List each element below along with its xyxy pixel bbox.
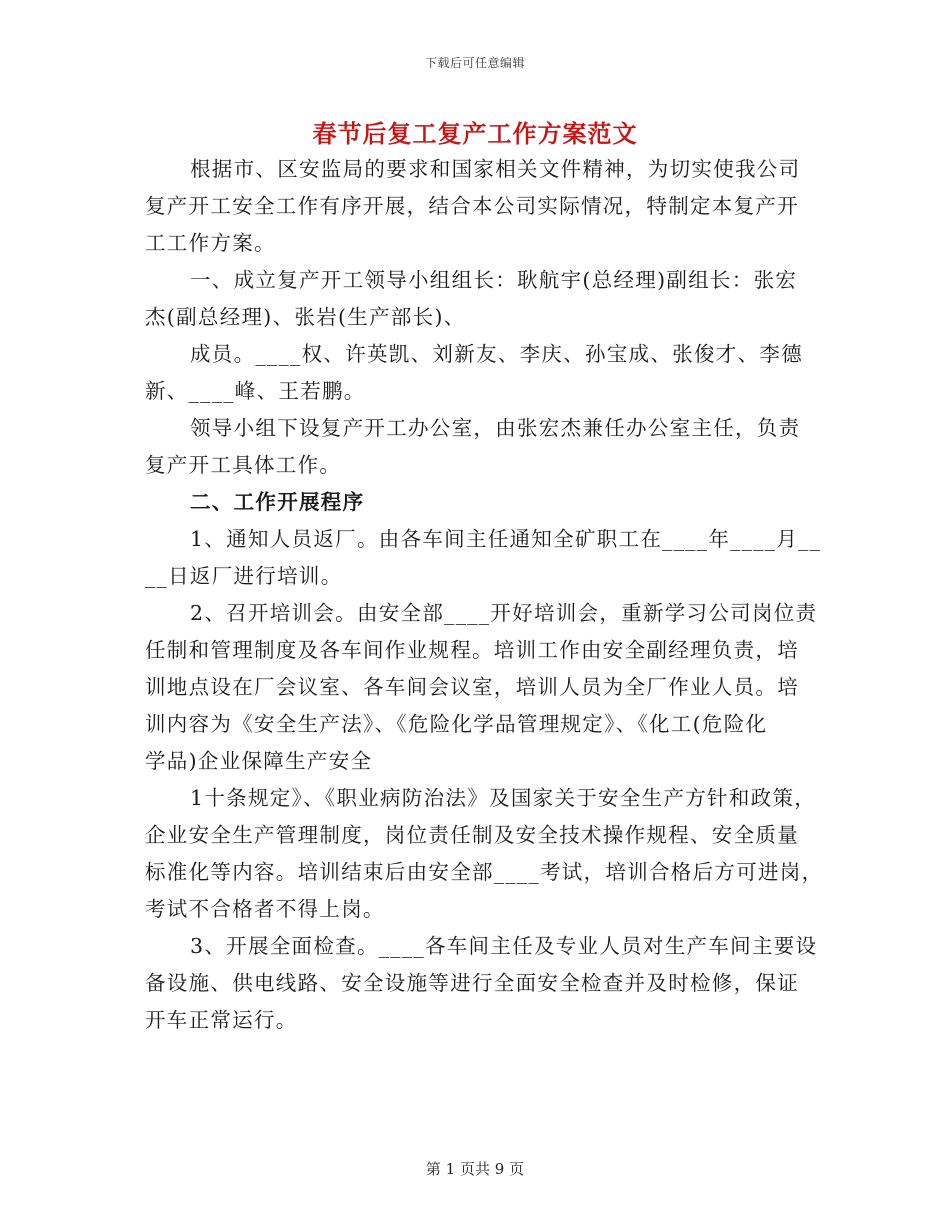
paragraph-line: 1、通知人员返厂。由各车间主任通知全矿职工在____年____月__ [190,527,822,551]
section-heading: 二、工作开展程序 [190,490,365,514]
paragraph-line: 学品)企业保障生产安全 [145,749,373,773]
paragraph-line: 备设施、供电线路、安全设施等进行全面安全检查并及时检修，保证 [145,971,799,995]
paragraph-line: 工工作方案。 [145,231,276,255]
header-note: 下载后可任意编辑 [424,56,525,70]
paragraph-line: 考试不合格者不得上岗。 [145,897,385,921]
paragraph-line: 任制和管理制度及各车间作业规程。培训工作由安全副经理负责，培 [145,638,799,662]
page-footer: 第 1 页共 9 页 [425,1160,525,1178]
paragraph-line: 训内容为《安全生产法》、《危险化学品管理规定》、《化工(危险化 [145,712,768,736]
paragraph-line: 1十条规定》、《职业病防治法》及国家关于安全生产方针和政策， [190,786,817,810]
paragraph-line: 训地点设在厂会议室、各车间会议室，培训人员为全厂作业人员。培 [145,675,799,699]
paragraph-line: 领导小组下设复产开工办公室，由张宏杰兼任办公室主任，负责 [190,416,801,440]
paragraph-line: 复产开工安全工作有序开展，结合本公司实际情况，特制定本复产开 [145,194,799,218]
paragraph-line: 开车正常运行。 [145,1008,298,1032]
paragraph-line: 成员。____权、许英凯、刘新友、李庆、孙宝成、张俊才、李德 [190,342,803,366]
document-title: 春节后复工复产工作方案范文 [312,119,638,148]
paragraph-line: 新、____峰、王若鹏。 [145,379,366,403]
paragraph-line: 复产开工具体工作。 [145,453,342,477]
paragraph-line: 根据市、区安监局的要求和国家相关文件精神，为切实使我公司 [190,157,801,181]
paragraph-line: __日返厂进行培训。 [145,564,343,588]
paragraph-line: 2、召开培训会。由安全部____开好培训会，重新学习公司岗位责 [190,601,818,625]
paragraph-line: 一、成立复产开工领导小组组长：耿航宇(总经理)副组长：张宏 [190,268,798,292]
paragraph-line: 杰(副总经理)、张岩(生产部长)、 [145,305,466,329]
paragraph-line: 标准化等内容。培训结束后由安全部____考试，培训合格后方可进岗， [145,860,824,884]
paragraph-line: 3、开展全面检查。____各车间主任及专业人员对生产车间主要设 [190,934,818,958]
paragraph-line: 企业安全生产管理制度，岗位责任制及安全技术操作规程、安全质量 [145,823,799,847]
